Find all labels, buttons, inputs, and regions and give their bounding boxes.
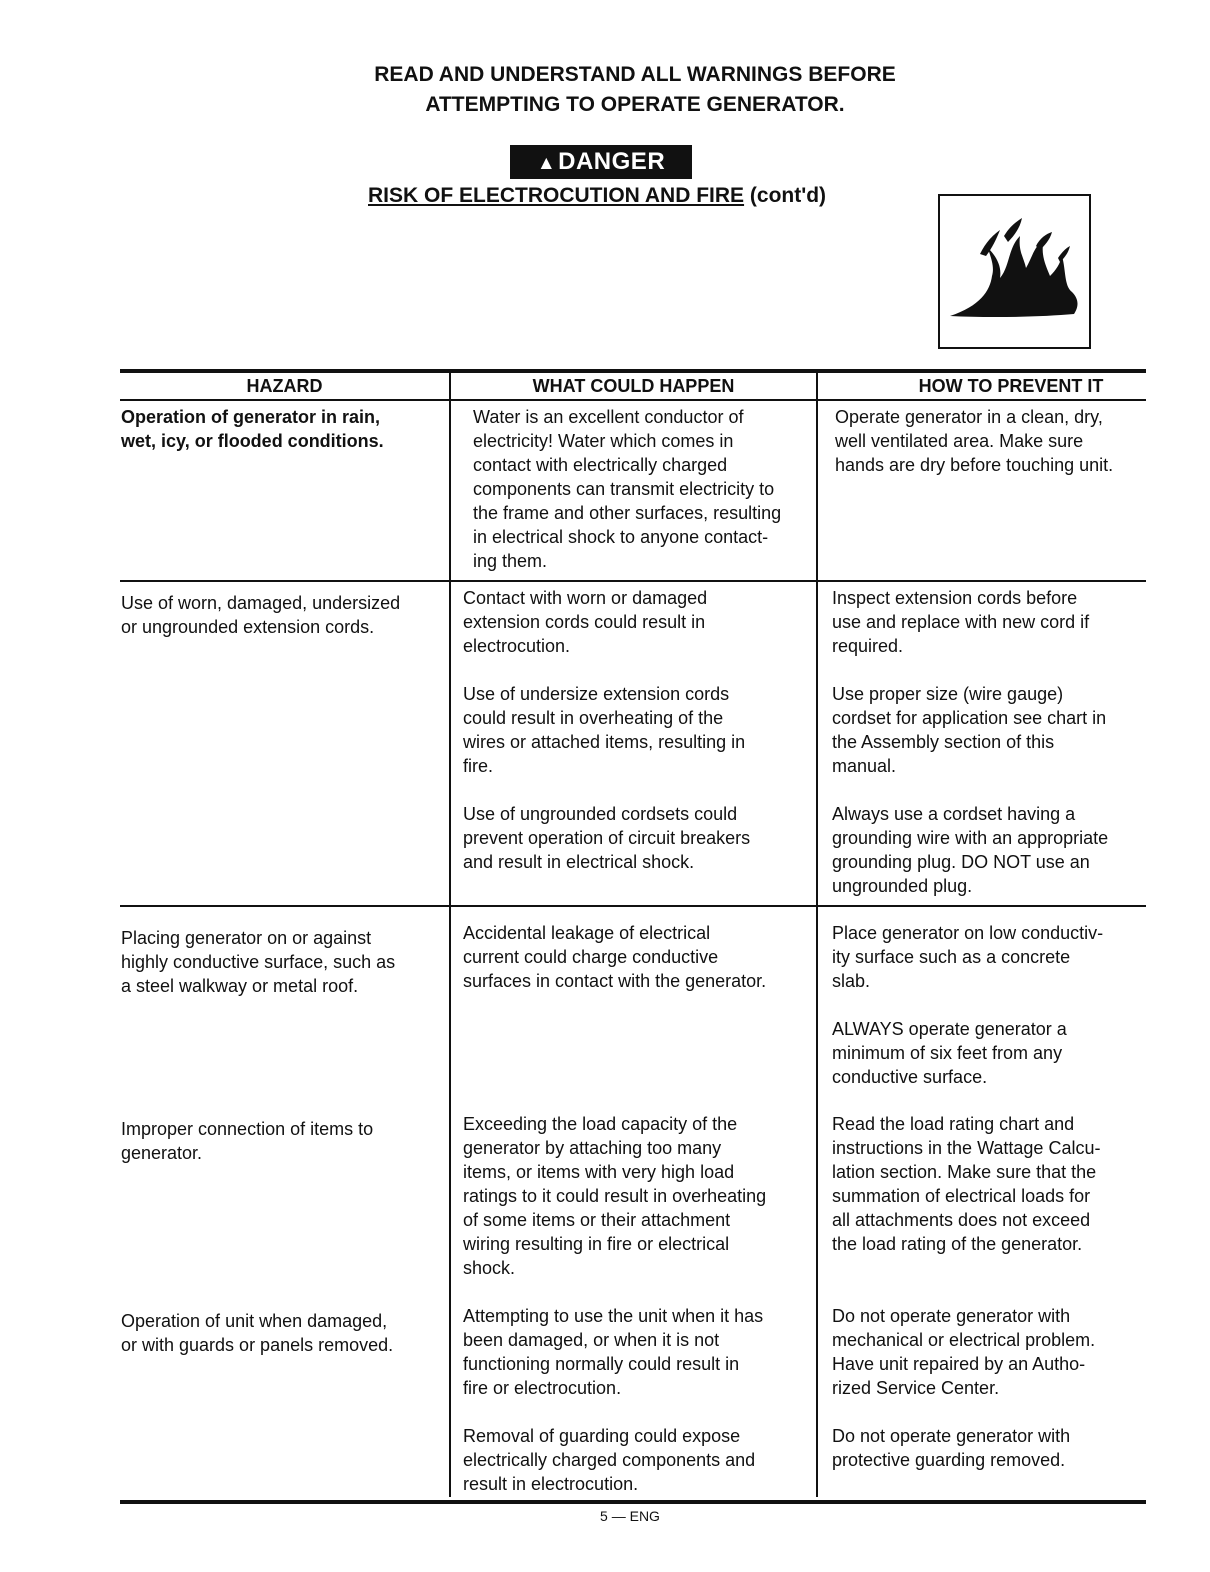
prevent-cell: Operate generator in a clean, dry, well ventilated area. Make sure hands are dry before touching unit. (835, 407, 1114, 475)
column-header-hazard: HAZARD (246, 376, 323, 396)
risk-title-suffix: (cont'd) (749, 184, 827, 207)
hazard-cell: Placing generator on or against highly conductive surface, such as a steel walkway or metal roof. (121, 928, 396, 996)
column-header-what-could-happen: WHAT COULD HAPPEN (532, 376, 735, 396)
prevent-cell: Use proper size (wire gauge) cordset for application see chart in the Assembly section of this manual. (832, 684, 1107, 776)
prevent-cell: Do not operate generator with mechanical or electrical problem. Have unit repaired by an Autho- rized Service Center. (832, 1306, 1096, 1398)
column-divider-1 (449, 373, 451, 1497)
danger-label (510, 145, 692, 179)
happen-cell: Water is an excellent conductor of electricity! Water which comes in contact with electrically charged components can transmit electricity to the frame and other surfaces, resulting in electrical shock to anyone contact- ing them. (473, 407, 782, 571)
column-header-how-to-prevent: HOW TO PREVENT IT (918, 376, 1104, 396)
warning-heading-line2: ATTEMPTING TO OPERATE GENERATOR. (425, 93, 845, 116)
hazard-cell: Use of worn, damaged, undersized or ungrounded extension cords. (121, 593, 401, 637)
prevent-cell: Always use a cordset having a grounding wire with an appropriate grounding plug. DO NOT use an ungrounded plug. (832, 804, 1109, 896)
warning-heading-line1: READ AND UNDERSTAND ALL WARNINGS BEFORE (374, 63, 896, 86)
prevent-cell: Read the load rating chart and instructions in the Wattage Calcu- lation section. Make sure that the summation of electrical loads for all attachments does not exceed the load rating of the generator. (832, 1114, 1101, 1254)
happen-cell: Use of ungrounded cordsets could prevent operation of circuit breakers and result in electrical shock. (463, 804, 751, 872)
table-bottom-rule (120, 1500, 1146, 1504)
row-divider (120, 905, 1146, 907)
fire-icon-box (938, 194, 1091, 349)
page-number: 5 — ENG (600, 1508, 660, 1524)
risk-title-main: RISK OF ELECTROCUTION AND FIRE (368, 184, 745, 207)
prevent-cell: ALWAYS operate generator a minimum of six feet from any conductive surface. (832, 1019, 1067, 1087)
prevent-cell: Do not operate generator with protective guarding removed. (832, 1426, 1071, 1470)
table-top-rule (120, 369, 1146, 373)
happen-cell: Exceeding the load capacity of the generator by attaching too many items, or items with very high load ratings to it could result in overheating of some items or their attachment wiring resulting in fire or electrical shock. (463, 1114, 767, 1278)
hazard-cell: Operation of unit when damaged, or with guards or panels removed. (121, 1311, 394, 1355)
hazard-cell: Improper connection of items to generator. (121, 1119, 374, 1163)
happen-cell: Use of undersize extension cords could result in overheating of the wires or attached items, resulting in fire. (463, 684, 746, 776)
happen-cell: Contact with worn or damaged extension cords could result in electrocution. (463, 588, 708, 656)
warning-triangle-icon: ▲ (536, 153, 557, 174)
risk-title (368, 183, 826, 209)
row-divider (120, 580, 1146, 582)
happen-cell: Removal of guarding could expose electrically charged components and result in electrocution. (463, 1426, 756, 1494)
column-divider-2 (816, 373, 818, 1497)
danger-text: DANGER (558, 148, 666, 175)
happen-cell: Attempting to use the unit when it has been damaged, or when it is not functioning normally could result in fire or electrocution. (463, 1306, 764, 1398)
header-rule (120, 399, 1146, 401)
happen-cell: Accidental leakage of electrical current could charge conductive surfaces in contact with the generator. (463, 923, 767, 991)
hazard-cell: Operation of generator in rain, wet, icy, or flooded conditions. (121, 407, 384, 451)
prevent-cell: Place generator on low conductiv- ity surface such as a concrete slab. (832, 923, 1104, 991)
prevent-cell: Inspect extension cords before use and replace with new cord if required. (832, 588, 1090, 656)
fire-icon (940, 196, 1089, 347)
